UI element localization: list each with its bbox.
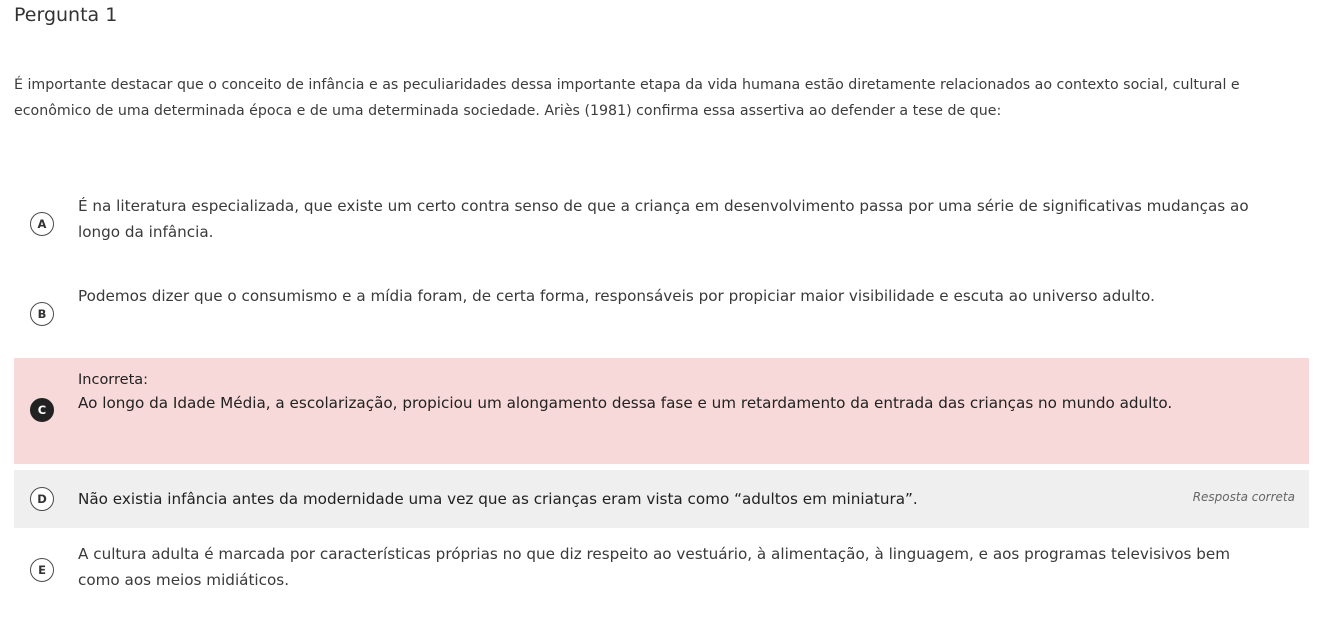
option-b[interactable] (14, 276, 1309, 358)
answer-options (14, 186, 1309, 602)
option-letter-badge: A (30, 212, 54, 236)
question-title: Pergunta 1 (14, 4, 118, 26)
correct-answer-tag: Resposta correta (1192, 490, 1295, 504)
option-c[interactable] (14, 358, 1309, 464)
option-text: Não existia infância antes da modernidade uma vez que as crianças eram vista como “adultos em miniatura”. (78, 490, 918, 508)
option-letter-badge: C (30, 398, 54, 422)
option-letter-badge: D (30, 487, 54, 511)
incorrect-label: Incorreta: (78, 372, 149, 388)
option-text: A cultura adulta é marcada por características próprias no que diz respeito ao vestuário, à alimentação, à linguagem, e aos programas televisivos bem como aos meios midiáticos. (78, 545, 1231, 589)
option-e[interactable] (14, 528, 1309, 602)
option-letter-badge: B (30, 302, 54, 326)
option-a[interactable] (14, 186, 1309, 276)
option-text: Ao longo da Idade Média, a escolarização, propiciou um alongamento dessa fase e um retardamento da entrada das crianças no mundo adulto. (78, 394, 1173, 412)
option-text: É na literatura especializada, que existe um certo contra senso de que a criança em desenvolvimento passa por uma série de significativas mudanças ao longo da infância. (78, 197, 1249, 241)
option-letter-badge: E (30, 558, 54, 582)
question-stem: É importante destacar que o conceito de infância e as peculiaridades dessa importante etapa da vida humana estão diretamente relacionados ao contexto social, cultural e econômico de uma determinada época e de uma determinada sociedade. Ariès (1981) confirma essa assertiva ao defender a tese de que: (14, 77, 1240, 119)
option-d[interactable] (14, 470, 1309, 528)
option-text: Podemos dizer que o consumismo e a mídia foram, de certa forma, responsáveis por propiciar maior visibilidade e escuta ao universo adulto. (78, 287, 1155, 305)
